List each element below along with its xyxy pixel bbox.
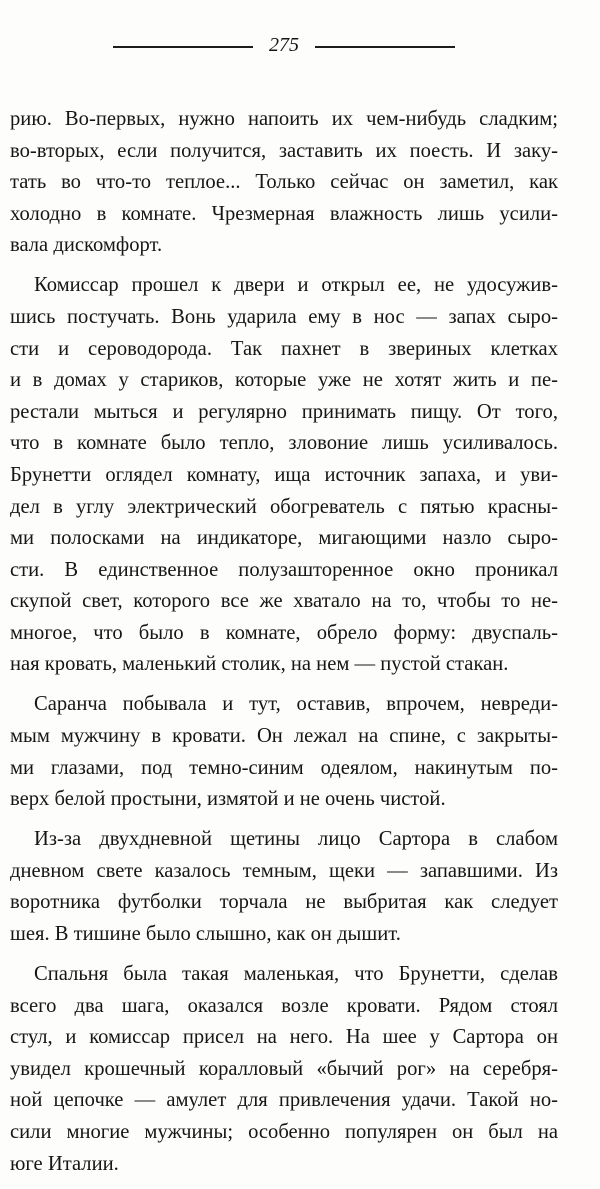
text-line: дел в углу электрический обогреватель с пятью красны- bbox=[10, 495, 558, 518]
text-line: тать во что-то теплое... Только сейчас он заметил, как bbox=[10, 171, 558, 194]
text-line: верх белой простыни, измятой и не очень чистой. bbox=[10, 788, 446, 811]
text-line: стул, и комиссар присел на него. На шее у Сартора он bbox=[10, 1026, 558, 1049]
text-line: вала дискомфорт. bbox=[10, 234, 163, 257]
text-line: рию. Во-первых, нужно напоить их чем-нибудь сладким; bbox=[10, 108, 558, 130]
text-line: сти. В единственное полузашторенное окно проникал bbox=[10, 558, 558, 581]
text-line: рестали мыться и регулярно принимать пищу. От того, bbox=[10, 400, 558, 423]
text-line: ной цепочке — амулет для привлечения удачи. Такой но- bbox=[10, 1089, 558, 1112]
page-number: 275 bbox=[269, 34, 299, 56]
text-line: Из-за двухдневной щетины лицо Сартора в слабом bbox=[34, 828, 558, 851]
text-line: Саранча побывала и тут, оставив, впрочем, невреди- bbox=[34, 693, 558, 716]
paragraph bbox=[10, 959, 558, 1180]
text-line: во-вторых, если получится, заставить их поесть. И заку- bbox=[10, 139, 558, 162]
text-line: многое, что было в комнате, обрело форму: двуспаль- bbox=[10, 621, 558, 644]
text-line: всего два шага, оказался возле кровати. Рядом стоял bbox=[10, 994, 558, 1017]
text-line: увидел крошечный коралловый «бычий рог» на серебря- bbox=[10, 1057, 558, 1080]
text-line: скупой свет, которого все же хватало на то, чтобы то не- bbox=[10, 590, 558, 613]
paragraph bbox=[10, 824, 558, 950]
text-line: воротника футболки торчала не выбритая как следует bbox=[10, 891, 558, 914]
text-line: шись постучать. Вонь ударила ему в нос — запах сыро- bbox=[10, 305, 558, 328]
text-line: юге Италии. bbox=[10, 1152, 119, 1175]
running-head bbox=[0, 30, 600, 60]
text-line: сти и сероводорода. Так пахнет в звериных клетках bbox=[10, 337, 558, 360]
body-text bbox=[10, 104, 558, 1189]
text-line: шея. В тишине было слышно, как он дышит. bbox=[10, 923, 401, 946]
text-line: ми глазами, под темно-синим одеялом, накинутым по- bbox=[10, 756, 558, 779]
text-line: Спальня была такая маленькая, что Брунетти, сделав bbox=[34, 963, 558, 985]
text-line: ми полосками на индикаторе, мигающими назло сыро- bbox=[10, 527, 558, 550]
text-line: ная кровать, маленький столик, на нем — пустой стакан. bbox=[10, 653, 509, 676]
text-line: холодно в комнате. Чрезмерная влажность лишь усили- bbox=[10, 202, 558, 225]
text-line: Комиссар прошел к двери и открыл ее, не удосужив- bbox=[34, 274, 558, 297]
text-line: мым мужчину в кровати. Он лежал на спине, с закрыты- bbox=[10, 725, 558, 748]
header-rule-right bbox=[315, 46, 455, 48]
paragraph bbox=[10, 689, 558, 815]
paragraph bbox=[10, 104, 558, 262]
header-rule-left bbox=[113, 46, 253, 48]
paragraph bbox=[10, 270, 558, 681]
text-line: Брунетти оглядел комнату, ища источник запаха, и уви- bbox=[10, 463, 558, 486]
text-line: и в домах у стариков, которые уже не хотят жить и пе- bbox=[10, 369, 558, 392]
text-line: сили многие мужчины; особенно популярен он был на bbox=[10, 1120, 558, 1143]
text-line: дневном свете казалось темным, щеки — запавшими. Из bbox=[10, 859, 558, 882]
text-line: что в комнате было тепло, зловоние лишь усиливалось. bbox=[10, 432, 558, 455]
